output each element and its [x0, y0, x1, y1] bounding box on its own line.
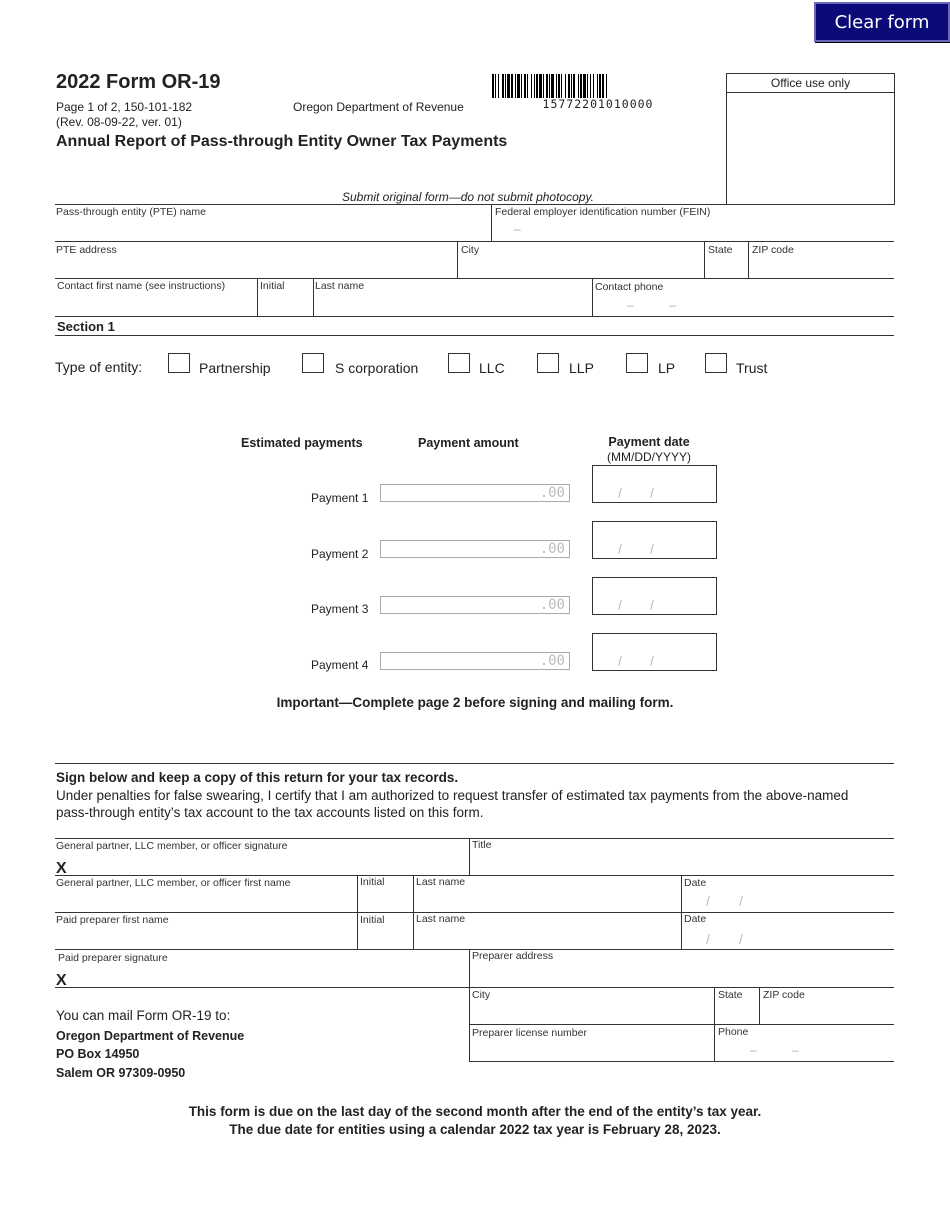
title-field[interactable]: Title: [472, 839, 492, 851]
preparer-state-field[interactable]: State: [718, 989, 743, 1001]
estimated-payments-header: Estimated payments: [241, 436, 363, 450]
mail-line-2: PO Box 14950: [56, 1047, 140, 1061]
partnership-checkbox[interactable]: [168, 353, 190, 373]
clear-form-button[interactable]: Clear form: [814, 2, 950, 42]
barcode-number: 15772201010000: [542, 97, 654, 111]
payment-3-date-input[interactable]: / /: [592, 577, 717, 615]
zip-field[interactable]: ZIP code: [752, 244, 794, 256]
pte-address-field[interactable]: PTE address: [56, 244, 117, 256]
preparer-last-name-field[interactable]: Last name: [416, 913, 466, 925]
payment-amount-header: Payment amount: [418, 436, 519, 450]
preparer-license-field[interactable]: Preparer license number: [472, 1027, 587, 1039]
payment-1-date-input[interactable]: / /: [592, 465, 717, 503]
contact-phone-field[interactable]: Contact phone: [595, 281, 664, 293]
lp-label: LP: [658, 360, 676, 376]
s-corporation-checkbox[interactable]: [302, 353, 324, 373]
trust-checkbox[interactable]: [705, 353, 727, 373]
revision-info: (Rev. 08-09-22, ver. 01): [56, 115, 182, 129]
page-info: Page 1 of 2, 150-101-182: [56, 100, 193, 114]
preparer-zip-field[interactable]: ZIP code: [763, 989, 805, 1001]
department-name: Oregon Department of Revenue: [293, 100, 464, 114]
llp-checkbox[interactable]: [537, 353, 559, 373]
form-subtitle: Annual Report of Pass-through Entity Owner Tax Payments: [56, 133, 508, 150]
preparer-city-field[interactable]: City: [472, 989, 491, 1001]
officer-signature-x: X: [56, 860, 67, 877]
preparer-initial-field[interactable]: Initial: [360, 914, 385, 926]
payment-date-format: (MM/DD/YYYY): [607, 450, 691, 464]
contact-last-name-field[interactable]: Last name: [315, 280, 365, 292]
payment-1-amount-input[interactable]: .00: [380, 484, 570, 502]
form-title: 2022 Form OR-19: [56, 71, 221, 93]
barcode-image: [492, 74, 704, 98]
state-field[interactable]: State: [708, 244, 733, 256]
preparer-address-field[interactable]: Preparer address: [472, 950, 554, 962]
officer-initial-field[interactable]: Initial: [360, 876, 385, 888]
office-use-label: Office use only: [770, 76, 851, 90]
entity-type-label: Type of entity:: [55, 359, 143, 375]
sign-heading: Sign below and keep a copy of this return for your tax records.: [56, 770, 459, 785]
preparer-signature-field[interactable]: Paid preparer signature: [58, 952, 168, 964]
contact-initial-field[interactable]: Initial: [260, 280, 285, 292]
preparer-date-field[interactable]: Date: [684, 913, 707, 925]
payment-4-date-input[interactable]: / /: [592, 633, 717, 671]
barcode-bars-icon: [492, 74, 704, 98]
trust-label: Trust: [736, 360, 768, 376]
fein-field[interactable]: Federal employer identification number (FEIN): [495, 206, 711, 218]
payment-3-label: Payment 3: [311, 602, 369, 616]
city-field[interactable]: City: [461, 244, 480, 256]
mail-line-3: Salem OR 97309-0950: [56, 1066, 186, 1080]
officer-first-name-field[interactable]: General partner, LLC member, or officer first name: [56, 877, 291, 889]
preparer-phone-field[interactable]: Phone: [718, 1026, 749, 1038]
payment-2-label: Payment 2: [311, 547, 369, 561]
llp-label: LLP: [569, 360, 594, 376]
partnership-label: Partnership: [199, 360, 271, 376]
contact-first-name-field[interactable]: Contact first name (see instructions): [57, 280, 226, 292]
lp-checkbox[interactable]: [626, 353, 648, 373]
payment-date-header: Payment date: [608, 435, 690, 449]
payment-2-amount-input[interactable]: .00: [380, 540, 570, 558]
officer-date-field[interactable]: Date: [684, 877, 707, 889]
payment-4-amount-input[interactable]: .00: [380, 652, 570, 670]
llc-checkbox[interactable]: [448, 353, 470, 373]
preparer-signature-x: X: [56, 972, 67, 989]
mail-line-1: Oregon Department of Revenue: [56, 1029, 245, 1043]
declaration-text: Under penalties for false swearing, I certify that I am authorized to request transfer of estimated tax payments from the above-named pass-through entity’s tax account to the tax accounts listed on this form.: [56, 788, 849, 820]
fein-dash: –: [514, 222, 521, 236]
preparer-first-name-field[interactable]: Paid preparer first name: [56, 914, 169, 926]
section-1-title: Section 1: [57, 319, 115, 334]
phone-dashes: – –: [627, 298, 676, 312]
llc-label: LLC: [479, 360, 505, 376]
payment-4-label: Payment 4: [311, 658, 369, 672]
mail-intro: You can mail Form OR-19 to:: [56, 1008, 231, 1023]
s-corporation-label: S corporation: [335, 360, 419, 376]
important-note: Important—Complete page 2 before signing and mailing form.: [276, 695, 674, 710]
pte-name-field[interactable]: Pass-through entity (PTE) name: [56, 206, 206, 218]
officer-last-name-field[interactable]: Last name: [416, 876, 466, 888]
payment-2-date-input[interactable]: / /: [592, 521, 717, 559]
footer-line-1: This form is due on the last day of the second month after the end of the entity’s tax year.: [188, 1104, 762, 1119]
officer-signature-field[interactable]: General partner, LLC member, or officer signature: [56, 840, 288, 852]
submit-note: Submit original form—do not submit photocopy.: [342, 190, 594, 204]
preparer-phone-dashes: – –: [750, 1043, 799, 1057]
payment-1-label: Payment 1: [311, 491, 369, 505]
footer-line-2: The due date for entities using a calendar 2022 tax year is February 28, 2023.: [229, 1122, 721, 1137]
payment-3-amount-input[interactable]: .00: [380, 596, 570, 614]
